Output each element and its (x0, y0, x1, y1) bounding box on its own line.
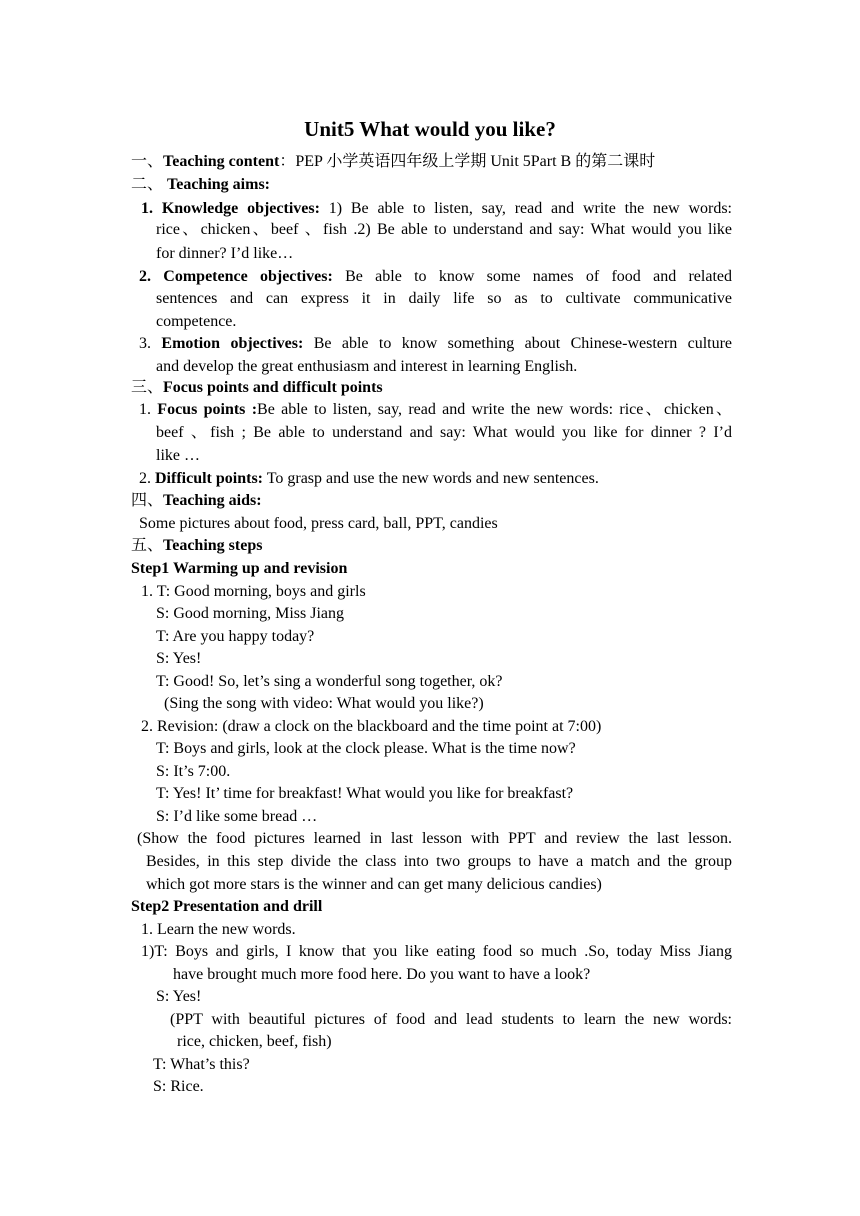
item-number: 3. (139, 335, 151, 352)
step2-line: 1. Learn the new words. (141, 921, 296, 938)
section-label: Teaching aids: (163, 492, 262, 509)
item-number: 2. (139, 470, 151, 487)
step1-line: 1. T: Good morning, boys and girls (141, 583, 366, 600)
aims-knowledge-line1 (141, 199, 732, 219)
step1-line: T: Good! So, let’s sing a wonderful song together, ok? (156, 673, 503, 690)
aims-emotion-line1 (139, 334, 732, 354)
step1-note-line1: (Show the food pictures learned in last lesson with PPT and review the last lesson. (137, 830, 732, 847)
section-number: 四、 (131, 492, 164, 509)
aims-knowledge-line2: rice、chicken、beef 、fish .2) Be able to understand and say: What would you like (156, 221, 732, 238)
section-teaching-aims (131, 175, 270, 195)
step2-heading: Step2 Presentation and drill (131, 898, 323, 915)
step1-line: S: Yes! (156, 650, 202, 667)
item-label: Difficult points: (155, 470, 263, 487)
aims-competence-line2: sentences and can express it in daily life so as to cultivate communicative (156, 290, 732, 307)
document-title: Unit5 What would you like? (304, 117, 556, 141)
item-number: 1. (139, 401, 151, 418)
step1-note-line3: which got more stars is the winner and can get many delicious candies) (146, 876, 602, 893)
step1-line: S: It’s 7:00. (156, 763, 231, 780)
item-text: To grasp and use the new words and new sentences. (266, 470, 599, 487)
focus-line3: like … (156, 447, 200, 464)
section-number: 一、 (131, 153, 164, 170)
item-label: Emotion objectives: (161, 335, 304, 352)
step2-line: 1)T: Boys and girls, I know that you like eating food so much .So, today Miss Jiang (141, 943, 732, 960)
item-text: Be able to know something about Chinese-western culture (313, 335, 733, 352)
step2-line: have brought much more food here. Do you want to have a look? (173, 966, 591, 983)
section-label: Teaching aims: (167, 176, 270, 193)
difficult-line1 (139, 469, 599, 489)
step1-line: S: Good morning, Miss Jiang (156, 605, 345, 622)
section-colon: ： (279, 153, 296, 170)
section-label: Focus points and difficult points (163, 379, 383, 396)
item-text: 1) Be able to listen, say, read and write the new words: (328, 200, 732, 217)
teaching-aids-text: Some pictures about food, press card, ball, PPT, candies (139, 515, 498, 532)
step1-note-line2: Besides, in this step divide the class into two groups to have a match and the group (146, 853, 732, 870)
step1-line: (Sing the song with video: What would you like?) (164, 695, 484, 712)
step2-line: (PPT with beautiful pictures of food and lead students to learn the new words: (170, 1011, 732, 1028)
section-number: 三、 (131, 379, 164, 396)
section-text: PEP 小学英语四年级上学期 Unit 5Part B 的第二课时 (295, 153, 656, 170)
section-label: Teaching steps (163, 537, 263, 554)
item-text: Be able to know some names of food and related (345, 268, 732, 285)
item-number: 1. (141, 200, 153, 217)
section-focus-points (131, 378, 383, 398)
aims-knowledge-line3: for dinner? I’d like… (156, 245, 294, 262)
focus-line1 (139, 400, 732, 420)
step1-line: T: Boys and girls, look at the clock please. What is the time now? (156, 740, 576, 757)
item-number: 2. (139, 268, 151, 285)
section-teaching-steps (131, 536, 262, 556)
focus-line2: beef 、fish ; Be able to understand and say: What would you like for dinner ? I’d (156, 424, 733, 441)
item-text: Be able to listen, say, read and write the new words: rice、chicken、 (257, 401, 732, 418)
step2-line: T: What’s this? (153, 1056, 250, 1073)
step1-line: T: Yes! It’ time for breakfast! What would you like for breakfast? (156, 785, 574, 802)
section-label: Teaching content (163, 153, 280, 170)
item-label: Focus points : (157, 401, 258, 418)
aims-competence-line3: competence. (156, 313, 237, 330)
item-label: Competence objectives: (163, 268, 333, 285)
aims-competence-line1 (139, 267, 732, 287)
step1-line: S: I’d like some bread … (156, 808, 318, 825)
section-teaching-aids (131, 491, 262, 511)
step1-heading: Step1 Warming up and revision (131, 560, 348, 577)
section-number: 二、 (131, 176, 164, 193)
aims-emotion-line2: and develop the great enthusiasm and interest in learning English. (156, 358, 578, 375)
step2-line: S: Yes! (156, 988, 202, 1005)
item-label: Knowledge objectives: (161, 200, 320, 217)
step1-line: 2. Revision: (draw a clock on the blackboard and the time point at 7:00) (141, 718, 602, 735)
section-teaching-content (131, 152, 655, 172)
section-number: 五、 (131, 537, 164, 554)
step2-line: rice, chicken, beef, fish) (177, 1033, 332, 1050)
step1-line: T: Are you happy today? (156, 628, 315, 645)
step2-line: S: Rice. (153, 1078, 204, 1095)
